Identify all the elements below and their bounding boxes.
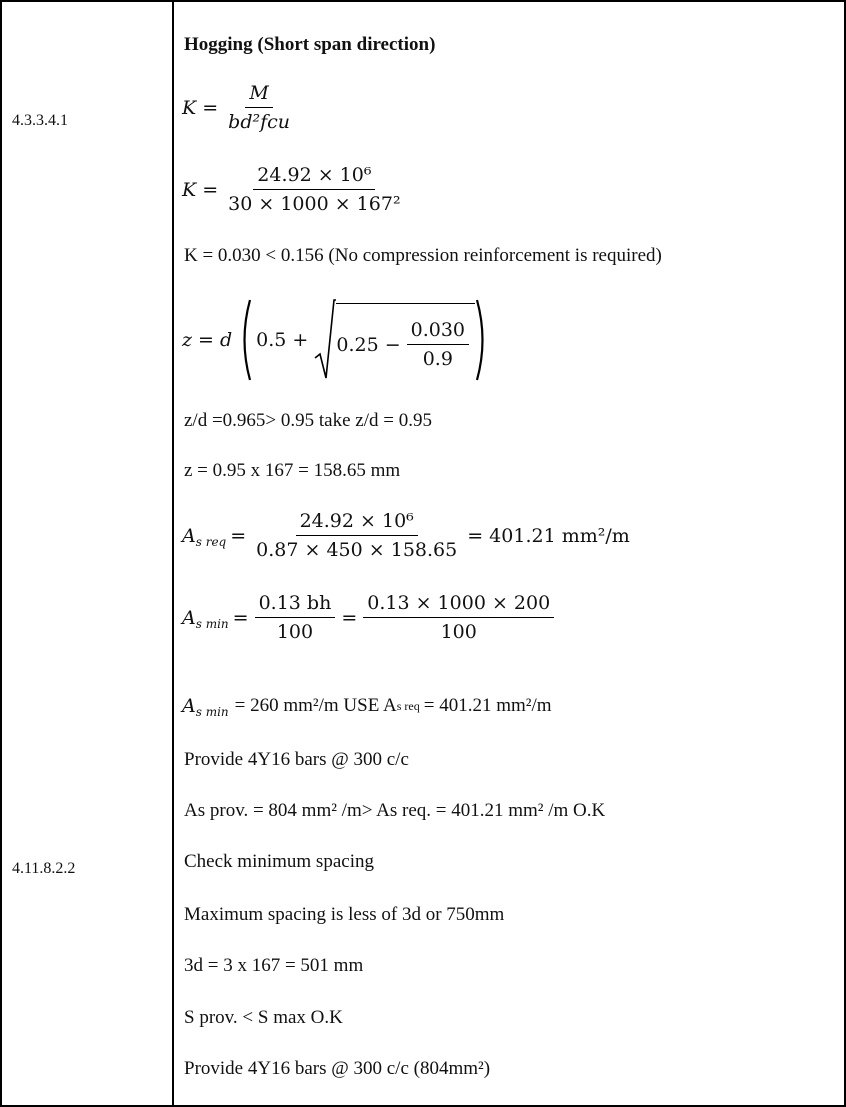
eq-asmin-fraction-2 [363,592,554,643]
equation-as-min [182,592,560,643]
clause-ref-2: 4.11.8.2.2 [12,860,76,877]
eq-asreq-result: = 401.21 mm²/m [467,524,630,547]
zd-line: z/d =0.965> 0.95 take z/d = 0.95 [184,410,432,431]
eq-asmin-den1: 100 [276,621,314,643]
as-prov-line: As prov. = 804 mm² /m> As req. = 401.21 mm² /m O.K [184,800,606,821]
eq-z-lhs: z = d [182,329,233,351]
eq-k-values-fraction [224,164,404,215]
eq-asreq-lhs [182,525,226,547]
equation-as-req [182,510,630,561]
eq-k-values-lhs: K = [182,178,219,201]
eq-z-fraction [407,319,469,370]
asmin-result-lhs-main: A [182,695,196,717]
equation-k-general [182,82,300,133]
equation-z [182,298,489,382]
asmin-result-lhs [182,695,229,717]
column-divider [172,2,174,1105]
section-heading: Hogging (Short span direction) [184,34,436,55]
eq-asmin-num1: 0.13 bh [255,592,336,618]
left-paren-icon [238,298,252,382]
clause-ref-1: 4.3.3.4.1 [12,112,68,129]
eq-asmin-lhs-main: A [182,606,196,629]
eq-asreq-den: 0.87 × 450 × 158.65 [256,539,458,561]
eq-asmin-num2: 0.13 × 1000 × 200 [363,592,554,618]
eq-z-num: 0.030 [407,319,469,345]
right-paren-icon [475,298,489,382]
eq-asmin-eq2: = [341,606,358,629]
eq-asmin-lhs-sub: s min [195,616,229,631]
asmin-result-text2: = 401.21 mm²/m [423,695,552,716]
asmin-result-lhs-sub: s min [195,705,229,719]
eq-asmin-lhs [182,607,229,629]
eq-z-den: 0.9 [422,348,453,370]
eq-k-values-den: 30 × 1000 × 167² [228,193,401,215]
eq-z-a: 0.5 + [256,329,309,351]
s-prov-line: S prov. < S max O.K [184,1007,343,1028]
as-min-result: $A_{s min}$ = 260 mm²/m USE A s req = 401.21 mm²/m [182,695,552,719]
eq-asmin-eq1: = [232,606,249,629]
provide-bars-1: Provide 4Y16 bars @ 300 c/c [184,749,409,770]
sqrt-body [336,303,475,376]
sqrt-icon [314,298,336,382]
eq-z-b: 0.25 − [336,333,401,356]
asmin-result-text: = 260 mm²/m USE A [234,695,397,716]
k-result: K = 0.030 < 0.156 (No compression reinforcement is required) [184,245,662,266]
eq-asreq-lhs-main: A [182,524,196,547]
eq-asreq-fraction [252,510,461,561]
max-spacing-line: Maximum spacing is less of 3d or 750mm [184,904,505,925]
provide-bars-2: Provide 4Y16 bars @ 300 c/c (804mm²) [184,1058,491,1079]
check-spacing-line: Check minimum spacing [184,851,374,872]
eq-k-values-num: 24.92 × 10⁶ [253,164,375,190]
eq-asreq-num: 24.92 × 10⁶ [296,510,418,536]
eq-k-general-fraction [224,82,294,133]
eq-k-general-den: bd²fcu [228,111,291,133]
equation-k-values [182,164,411,215]
z-line: z = 0.95 x 167 = 158.65 mm [184,460,401,481]
eq-asreq-eq: = [230,524,247,547]
three-d-line: 3d = 3 x 167 = 501 mm [184,955,364,976]
eq-asmin-den2: 100 [440,621,477,643]
eq-k-general-num: M [245,82,272,108]
eq-k-general-lhs: K = [182,96,219,119]
eq-asmin-fraction-1 [255,592,336,643]
eq-asreq-lhs-sub: s req [195,534,227,549]
